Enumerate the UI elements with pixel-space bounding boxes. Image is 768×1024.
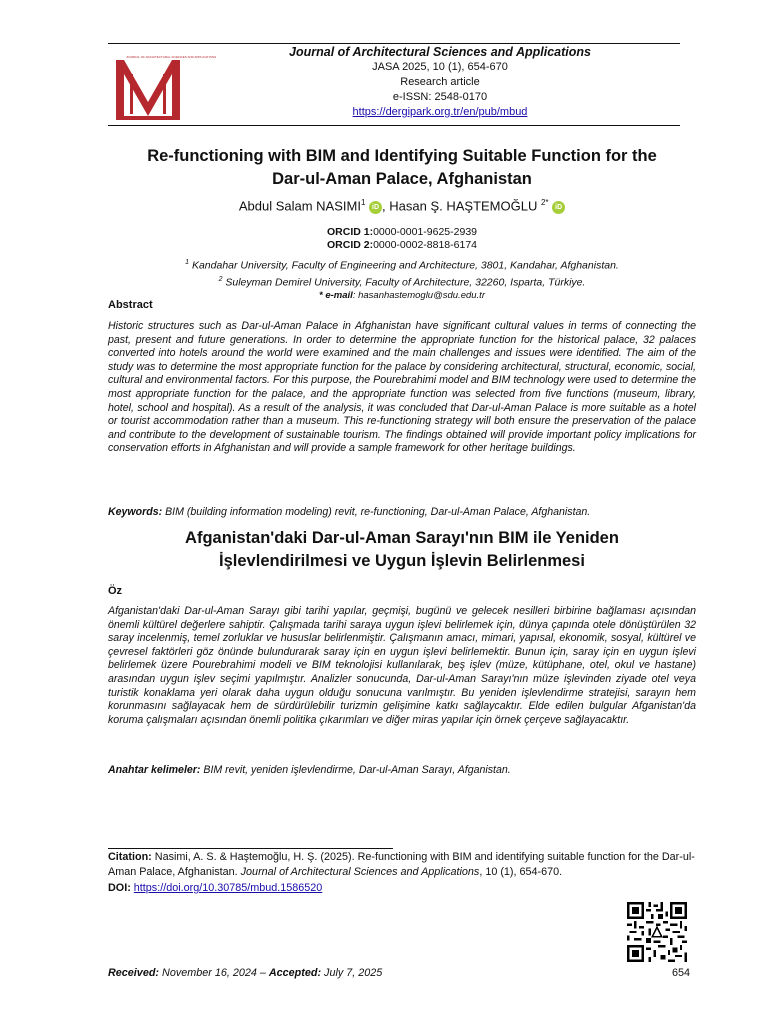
oz-text: Afganistan'daki Dar-ul-Aman Sarayı gibi tarihi yapılar, geçmişi, bugünü ve gelecek nesilleri birbirine bağlaması açısından önemli kültürel değerlere sahiptir. Çalışmada tarihi saraya uygun işlevi belirlemek için, dünya çapında otele dönüştürülen 32 saray incelenmiş, temel zorluklar ve hususlar belirlenmiştir. Çalışmanın amacı, mimari, yapısal, ekonomik, sosyal, kültürel ve çevresel faktörleri göz önünde bulundurarak saray için en uygun işlevi belirlemektir. Bunun için, saray için en uygun işlevi belirlemek üzere Pourebrahimi modeli ve BIM teknolojisi kullanılarak, beş işlev (müze, kütüphane, otel, okul ve hastane) arasından uygun işlev seçimi yapılmıştır. Analizler sonucunda, Dar-ul-Aman Sarayı'nın müze işlevinden ziyade otel veya turistik konaklama yeri olarak daha uygun olduğu sonucuna varılmıştır. Bu yeniden işlevlendirme stratejisi, sarayın hem korunmasını sağlayacak hem de sürdürülebilir turizmin gelişimine katkı sağlaycaktır. Elde edilen bulgular Afganistan'da koruma çalışmaları açısından önemli politika çıkarımları ve diğer miras yapılar için örnek çerçeve sağlayacaktır. [108, 605, 696, 726]
keywords-label: Keywords: [108, 506, 163, 518]
turkish-title-line2: İşlevlendirilmesi ve Uygun İşlevin Belirlenmesi [219, 552, 585, 570]
header-top-rule [108, 43, 680, 44]
affiliations [108, 256, 696, 302]
anahtar-text: BIM revit, yeniden işlevlendirme, Dar-ul-Aman Sarayı, Afganistan. [200, 764, 511, 776]
eissn: e-ISSN: 2548-0170 [392, 91, 488, 103]
doi-link[interactable]: https://doi.org/10.30785/mbud.1586520 [133, 882, 323, 894]
logo-caption: JOURNAL OF ARCHITECTURAL SCIENCES AND APPLICATIONS [126, 55, 217, 59]
journal-header [200, 45, 680, 120]
author1-name: Abdul Salam NASIMI [238, 198, 361, 214]
paper-title [108, 145, 696, 191]
doi [108, 882, 322, 894]
orcid-icon[interactable]: iD [369, 201, 382, 214]
qr-code [627, 902, 687, 962]
author2-sup: 2* [540, 198, 549, 207]
orcid2-id: 0000-0002-8818-6174 [373, 239, 478, 251]
aff2-sup: 2 [218, 275, 223, 283]
oz-heading: Öz [108, 585, 123, 597]
abstract-text: Historic structures such as Dar-ul-Aman Palace in Afghanistan have significant cultural values in terms of connecting the past, present and future generations. In order to determine the appropriate function for the historical palace, 32 palaces converted into hotels around the world were examined and the main challenges and issues were identified. The aim of the study was to determine the most appropriate function for the palace by considering architectural, structural, economic, social, cultural and environmental factors. For this purpose, the Pourebrahimi model and BIM technology were used to determine the most appropriate function for the palace, and the appropriate function was selected from five functions (museum, library, hotel, school and hospital). As a result of the analysis, it was concluded that Dar-ul-Aman Palace is more suitable as a hotel or tourist accommodation rather than a museum. This re-functioning strategy will both ensure the preservation of the palace and contribute to the development of sustainable tourism. The findings obtained will provide important policy implications for conservation efforts in Afghanistan and will provide a sample framework for other heritage buildings. [108, 320, 696, 455]
citation-rule [108, 848, 393, 849]
author2-name: Hasan Ş. HAŞTEMOĞLU [389, 198, 541, 214]
abstract-heading: Abstract [108, 299, 153, 311]
keywords-text: BIM (building information modeling) revit, re-functioning, Dar-ul-Aman Palace, Afghanistan. [162, 506, 591, 518]
turkish-title-line1: Afganistan'daki Dar-ul-Aman Sarayı'nın BIM ile Yeniden [185, 529, 619, 547]
keywords [108, 506, 696, 519]
affiliation-2: Suleyman Demirel University, Faculty of Architecture, 32260, Isparta, Türkiye. [222, 276, 586, 288]
volume-line: JASA 2025, 10 (1), 654-670 [372, 61, 508, 73]
citation-label: Citation: [108, 851, 152, 863]
orcid-block [108, 226, 696, 252]
email: : hasanhastemoglu@sdu.edu.tr [352, 290, 485, 301]
affiliation-1: Kandahar University, Faculty of Engineering and Architecture, 3801, Kandahar, Afghanistan. [189, 259, 619, 272]
received-label: Received: [108, 967, 160, 979]
author-separator: , [382, 198, 390, 214]
citation [108, 850, 696, 880]
doi-label: DOI: [108, 882, 131, 894]
article-type: Research article [400, 76, 480, 88]
page-number: 654 [671, 967, 690, 979]
citation-end: , 10 (1), 654-670. [479, 866, 563, 878]
accepted-label: Accepted: [268, 967, 322, 979]
anahtar-label: Anahtar kelimeler: [108, 764, 201, 776]
received-accepted [108, 967, 382, 979]
turkish-title [108, 527, 696, 573]
paper-title-line2: Dar-ul-Aman Palace, Afghanistan [272, 170, 532, 188]
received-date: November 16, 2024 – [159, 967, 269, 979]
orcid1-id: 0000-0001-9625-2939 [373, 226, 478, 238]
journal-name: Journal of Architectural Sciences and Applications [289, 45, 591, 59]
header-bottom-rule [108, 125, 680, 126]
orcid-icon[interactable]: iD [552, 201, 565, 214]
aff1-sup: 1 [185, 259, 190, 266]
email-label: * e-mail [319, 290, 353, 301]
accepted-date: July 7, 2025 [321, 967, 383, 979]
anahtar-kelimeler [108, 764, 696, 777]
journal-url-link[interactable]: https://dergipark.org.tr/en/pub/mbud [352, 106, 528, 118]
journal-logo [112, 50, 217, 122]
orcid2-label: ORCID 2: [326, 239, 374, 251]
citation-journal: Journal of Architectural Sciences and Applications [240, 866, 480, 878]
paper-title-line1: Re-functioning with BIM and Identifying Suitable Function for the [147, 147, 657, 165]
author1-sup: 1 [360, 198, 366, 207]
authors [108, 198, 696, 214]
citation-text: Nasimi, A. S. & Haştemoğlu, H. Ş. (2025). Re-functioning with BIM and identifying suitable function for the Dar-ul-Aman Palace, Afghanistan. [108, 851, 695, 878]
orcid1-label: ORCID 1: [326, 226, 374, 238]
